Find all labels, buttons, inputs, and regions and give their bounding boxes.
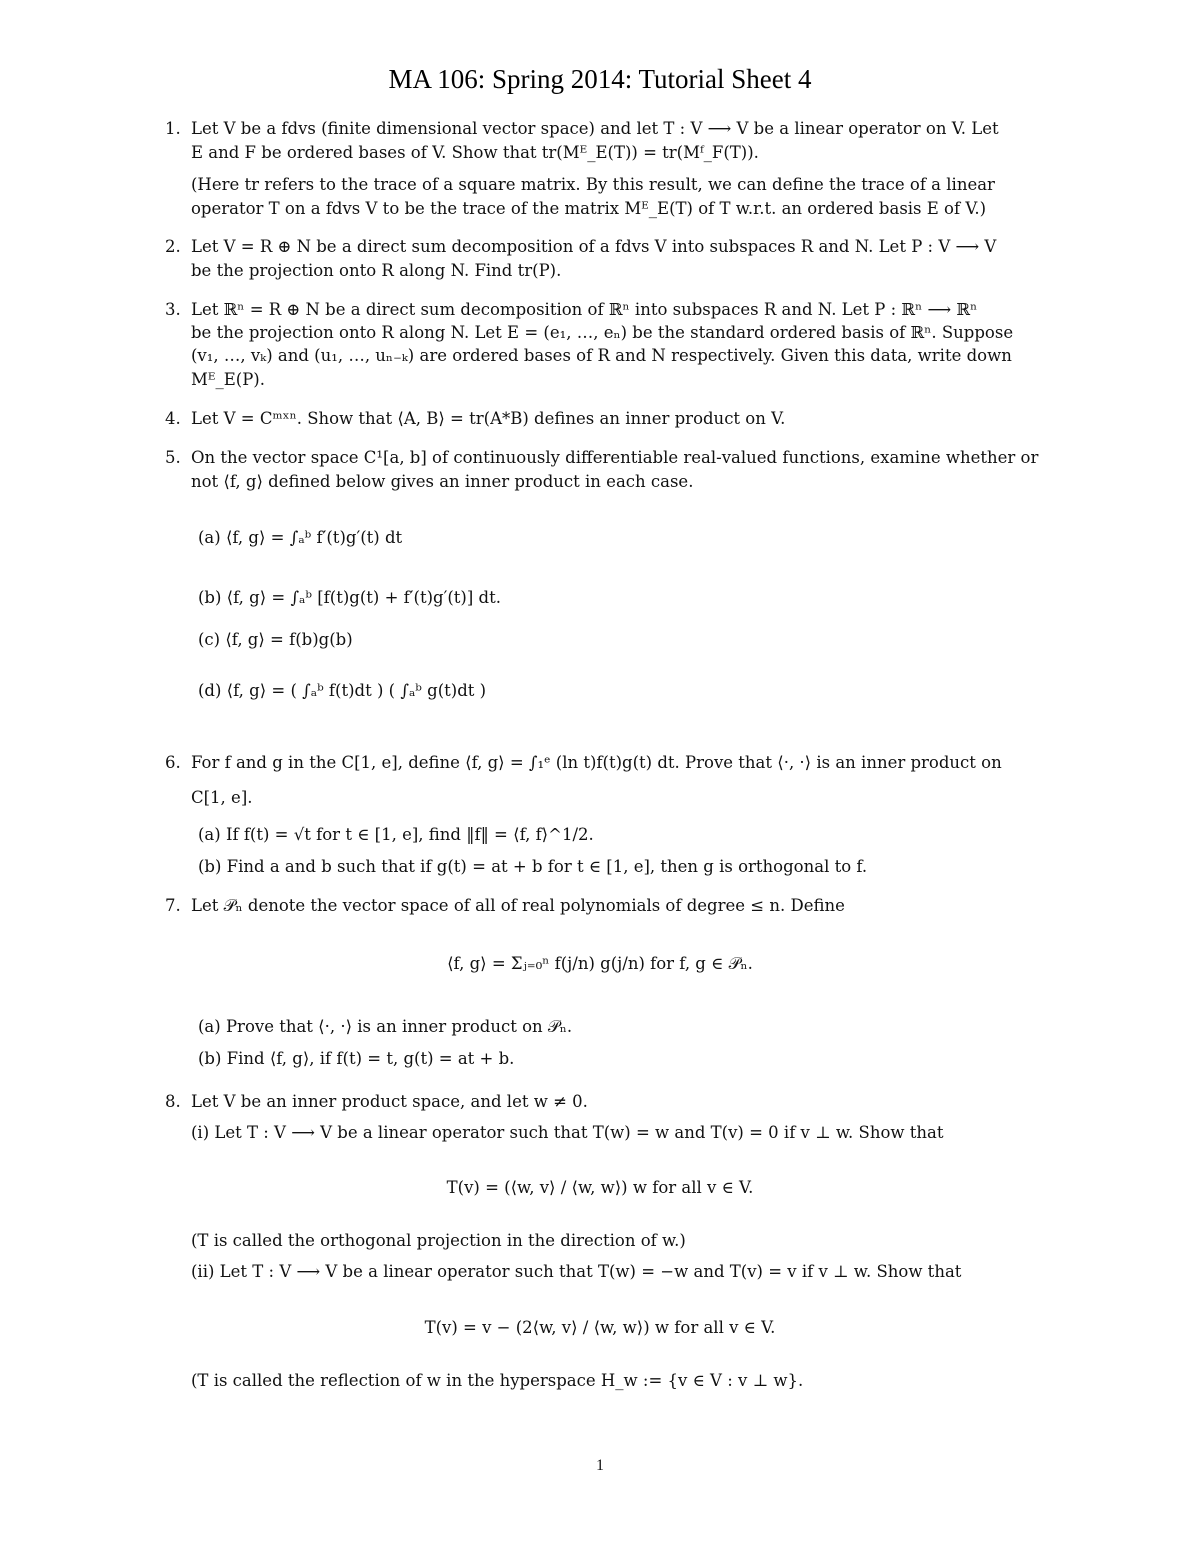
subpart-a: (a) If f(t) = √t for t ∈ [1, e], find ‖f‖ = ⟨f, f⟩^1/2. (198, 825, 594, 844)
subpart-b: (b) Find ⟨f, g⟩, if f(t) = t, g(t) = at + b. (198, 1049, 515, 1068)
problem-text: For f and g in the C[1, e], define ⟨f, g⟩ = ∫₁ᵉ (ln t)f(t)g(t) dt. Prove that ⟨·, ·⟩ is an inner product on (191, 753, 1002, 772)
problem-text: be the projection onto R along N. Let E = (e₁, …, eₙ) be the standard ordered basis of ℝⁿ. Suppose (191, 323, 1014, 342)
problem-text: Mᴱ_E(P). (191, 370, 265, 389)
subpart-a: (a) Prove that ⟨·, ·⟩ is an inner product on 𝒫ₙ. (198, 1017, 573, 1036)
problem-text: On the vector space C¹[a, b] of continuously differentiable real-valued functions, examine whether or (191, 448, 1039, 467)
subpart-a: (a) ⟨f, g⟩ = ∫ₐᵇ f′(t)g′(t) dt (198, 528, 403, 547)
problem-text: Let V = R ⊕ N be a direct sum decomposition of a fdvs V into subspaces R and N. Let P : V ⟶ V (191, 237, 997, 256)
problem-number: 6. (165, 753, 181, 772)
display-equation: T(v) = (⟨w, v⟩ / ⟨w, w⟩) w for all v ∈ V. (446, 1178, 754, 1197)
display-equation: T(v) = v − (2⟨w, v⟩ / ⟨w, w⟩) w for all v ∈ V. (424, 1318, 776, 1337)
problem-note: (Here tr refers to the trace of a square matrix. By this result, we can define the trace of a linear (191, 175, 995, 194)
subpart-b: (b) ⟨f, g⟩ = ∫ₐᵇ [f(t)g(t) + f′(t)g′(t)] dt. (198, 588, 501, 607)
problem-note: (T is called the reflection of w in the hyperspace H_w := {v ∈ V : v ⊥ w}. (191, 1371, 804, 1390)
problem-text: C[1, e]. (191, 788, 253, 807)
problem-text: Let 𝒫ₙ denote the vector space of all of real polynomials of degree ≤ n. Define (191, 896, 845, 915)
problem-number: 5. (165, 448, 181, 467)
problem-text: Let V be an inner product space, and let w ≠ 0. (191, 1092, 588, 1111)
problem-number: 4. (165, 409, 181, 428)
problem-text: Let V = Cᵐˣⁿ. Show that ⟨A, B⟩ = tr(A*B) defines an inner product on V. (191, 409, 786, 428)
problem-text: be the projection onto R along N. Find tr(P). (191, 261, 562, 280)
problem-number: 2. (165, 237, 181, 256)
part-ii: (ii) Let T : V ⟶ V be a linear operator such that T(w) = −w and T(v) = v if v ⊥ w. Show that (191, 1262, 962, 1281)
problem-number: 1. (165, 119, 181, 138)
subpart-d: (d) ⟨f, g⟩ = ( ∫ₐᵇ f(t)dt ) ( ∫ₐᵇ g(t)dt ) (198, 681, 487, 700)
subpart-c: (c) ⟨f, g⟩ = f(b)g(b) (198, 630, 353, 649)
part-i: (i) Let T : V ⟶ V be a linear operator such that T(w) = w and T(v) = 0 if v ⊥ w. Show that (191, 1123, 944, 1142)
page-number: 1 (596, 1457, 604, 1474)
display-equation: ⟨f, g⟩ = Σⱼ₌₀ⁿ f(j/n) g(j/n) for f, g ∈ 𝒫ₙ. (447, 954, 753, 973)
problem-number: 8. (165, 1092, 181, 1111)
problem-number: 3. (165, 300, 181, 319)
problem-text: E and F be ordered bases of V. Show that tr(Mᴱ_E(T)) = tr(Mᶠ_F(T)). (191, 143, 759, 162)
subpart-b: (b) Find a and b such that if g(t) = at + b for t ∈ [1, e], then g is orthogonal to f. (198, 857, 868, 876)
problem-text: (v₁, …, vₖ) and (u₁, …, uₙ₋ₖ) are ordered bases of R and N respectively. Given this data, write down (191, 346, 1012, 365)
problem-text: Let V be a fdvs (finite dimensional vector space) and let T : V ⟶ V be a linear operator on V. Let (191, 119, 999, 138)
problem-note: (T is called the orthogonal projection in the direction of w.) (191, 1231, 686, 1250)
problem-number: 7. (165, 896, 181, 915)
problem-note: operator T on a fdvs V to be the trace of the matrix Mᴱ_E(T) of T w.r.t. an ordered basis E of V.) (191, 199, 987, 218)
problem-text: Let ℝⁿ = R ⊕ N be a direct sum decomposition of ℝⁿ into subspaces R and N. Let P : ℝⁿ ⟶ ℝⁿ (191, 300, 978, 319)
problem-text: not ⟨f, g⟩ defined below gives an inner product in each case. (191, 472, 694, 491)
page-title: MA 106: Spring 2014: Tutorial Sheet 4 (388, 64, 812, 94)
